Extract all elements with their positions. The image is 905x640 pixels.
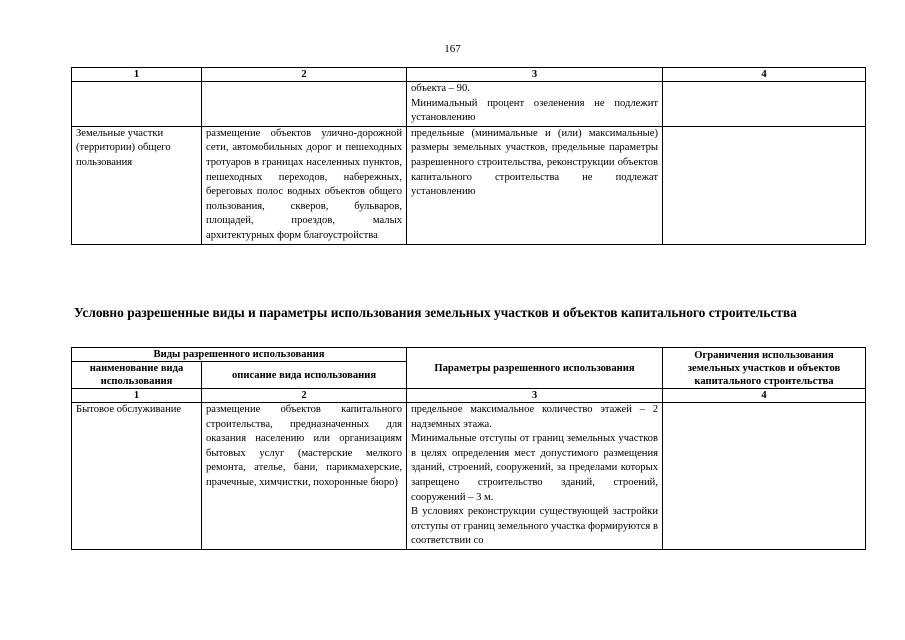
parameter-paragraph: объекта – 90. — [411, 83, 470, 94]
column-number-row — [72, 389, 866, 403]
use-restrictions — [663, 82, 866, 127]
column-number: 1 — [72, 389, 202, 403]
parameter-paragraph: Минимальный процент озеленения не подлежит установлению — [411, 97, 658, 124]
table-row — [72, 82, 866, 127]
use-type-name: Земельные участки (территории) общего пользования — [72, 126, 202, 244]
header-use-types-group: Виды разрешенного использования — [72, 348, 407, 362]
parameter-paragraph: предельное максимальное количество этажей – 2 надземных этажа. — [411, 404, 658, 430]
column-number: 1 — [72, 68, 202, 82]
page-number: 167 — [444, 43, 461, 55]
header-use-description: описание вида использования — [202, 362, 407, 389]
parameter-paragraph: предельные (минимальные и (или) максимальные) размеры земельных участков, предельные параметры разрешенного строительства, реконструкции объектов капитального строительства не подлежат установлению — [411, 127, 658, 198]
header-row — [72, 348, 866, 362]
use-type-name — [72, 82, 202, 127]
parameter-paragraph: Минимальные отступы от границ земельных участков в целях определения мест допустимого размещения зданий, строений, сооружений, за пределами которых запрещено строительство зданий, строений, сооружений – 3 м. — [411, 433, 658, 503]
use-restrictions — [663, 126, 866, 244]
section-heading: Условно разрешенные виды и параметры использования земельных участков и объектов капитального строительства — [74, 305, 797, 320]
use-parameters — [407, 403, 663, 550]
use-type-name: Бытовое обслуживание — [72, 403, 202, 550]
header-parameters: Параметры разрешенного использования — [407, 348, 663, 389]
column-number: 4 — [663, 68, 866, 82]
column-number: 3 — [407, 68, 663, 82]
use-type-description: размещение объектов капитального строительства, предназначенных для оказания населению или организациям бытовых услуг (мастерские мелкого ремонта, ателье, бани, парикмахерские, прачечные, химчистки, похоронные бюро) — [202, 403, 407, 550]
column-number: 4 — [663, 389, 866, 403]
use-parameters — [407, 82, 663, 127]
table-row — [72, 126, 866, 244]
table-row — [72, 403, 866, 550]
header-restrictions: Ограничения использования земельных участков и объектов капитального строительства — [663, 348, 866, 389]
parameter-paragraph: В условиях реконструкции существующей застройки отступы от границ земельного участка формируются в соответствии со — [411, 506, 658, 547]
use-parameters — [407, 126, 663, 244]
land-use-table-continued — [71, 67, 866, 245]
column-number: 2 — [202, 389, 407, 403]
column-number: 2 — [202, 68, 407, 82]
header-use-name: наименование вида использования — [72, 362, 202, 389]
use-restrictions — [663, 403, 866, 550]
use-type-description: размещение объектов улично-дорожной сети, автомобильных дорог и пешеходных тротуаров в границах населенных пунктов, пешеходных переходов, набережных, береговых полос водных объектов общего пользования, скверов, бульваров, площадей, проездов, малых архитектурных форм благоустройства — [202, 126, 407, 244]
column-number-row — [72, 68, 866, 82]
conditional-land-use-table — [71, 347, 866, 550]
use-type-description — [202, 82, 407, 127]
column-number: 3 — [407, 389, 663, 403]
